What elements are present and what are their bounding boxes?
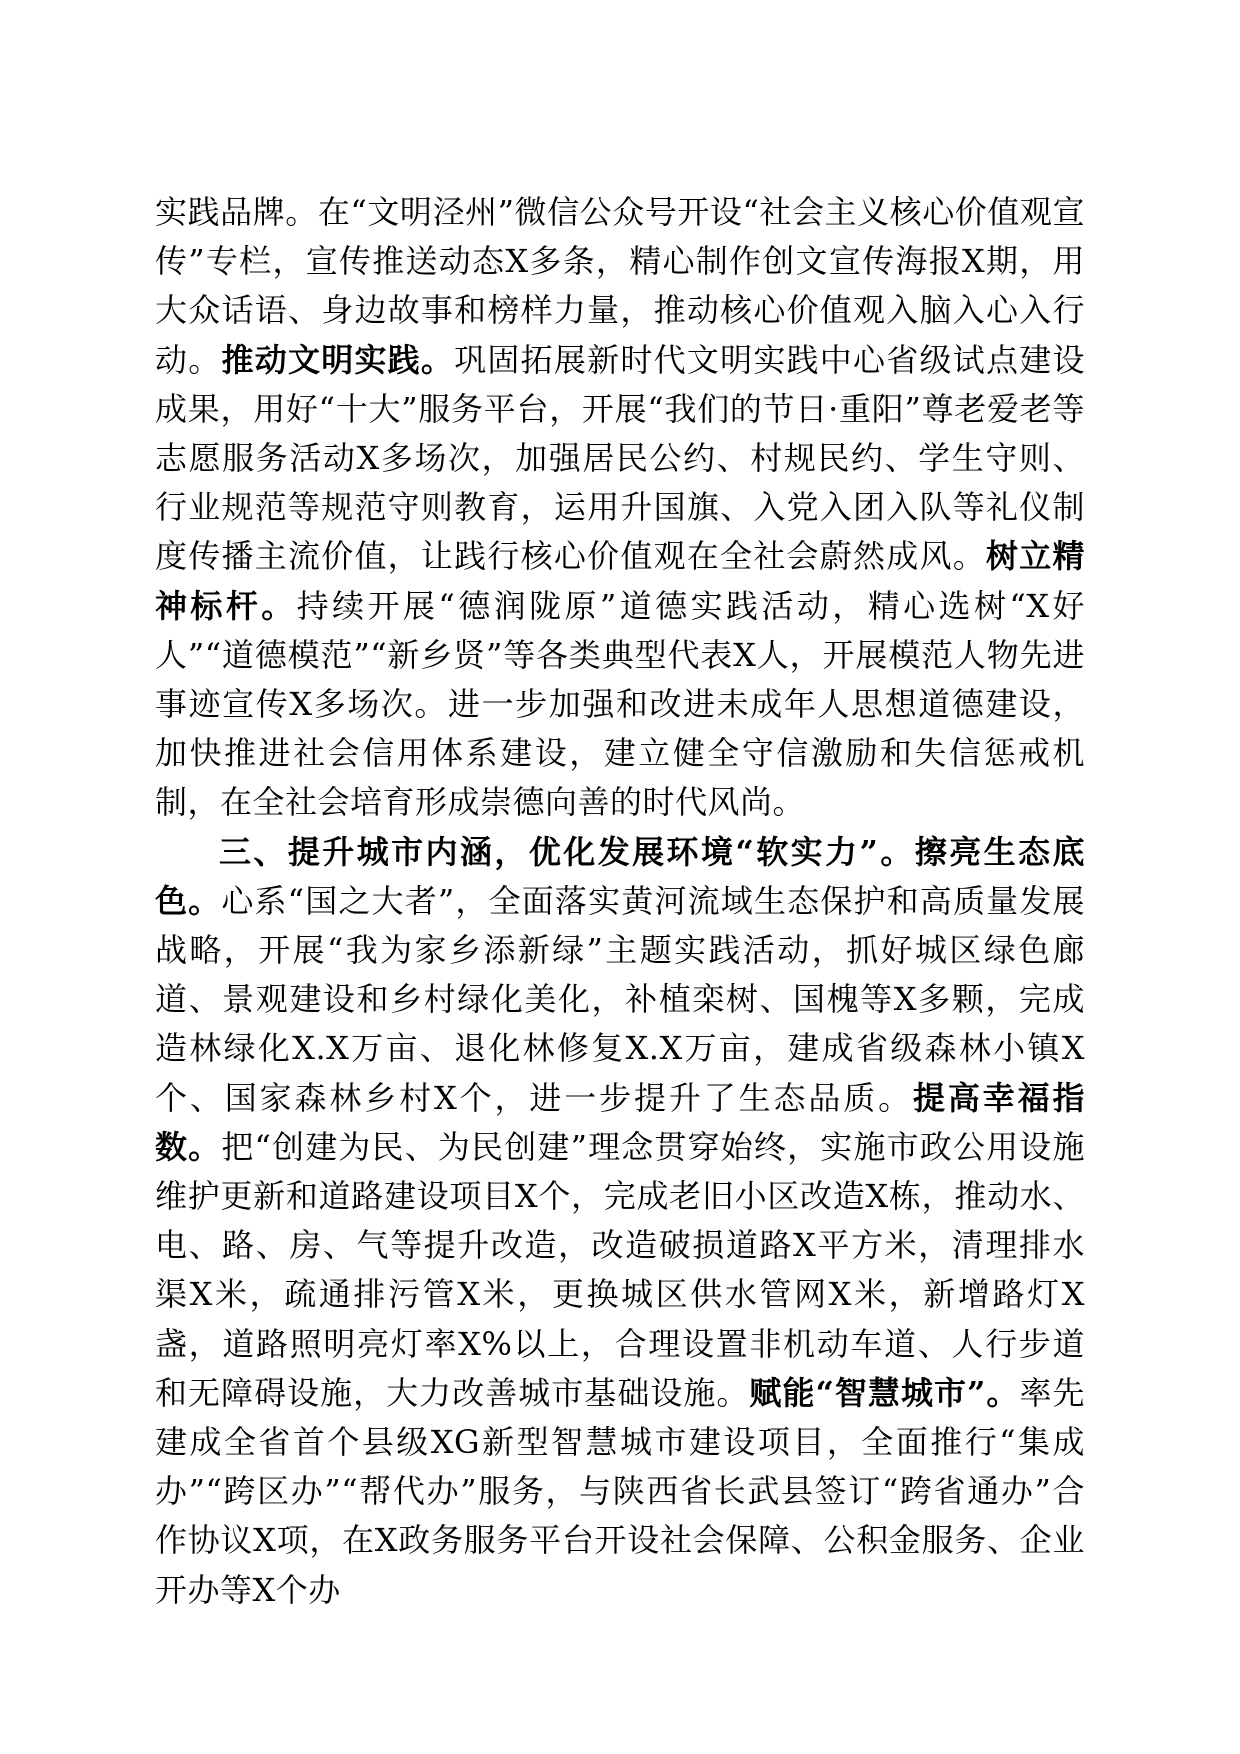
heading-spiritual-benchmark: 树立精神标杆。: [155, 537, 1085, 625]
paragraph-text: 实践品牌。在“文明泾州”微信公众号开设“社会主义核心价值观宣传”专栏，宣传推送动态X多条，精心制作创文宣传海报X期，用大众话语、身边故事和榜样力量，推动核心价值观入脑入心入行动。: [155, 193, 1085, 379]
paragraph-civilization-practice: [155, 188, 1085, 828]
section-heading-three: 三、提升城市内涵，优化发展环境“软实力”。擦亮生态底色。: [155, 832, 1085, 920]
document-body: [155, 188, 1085, 1615]
paragraph-text: 心系“国之大者”，全面落实黄河流域生态保护和高质量发展战略，开展“我为家乡添新绿”主题实践活动，抓好城区绿色廊道、景观建设和乡村绿化美化，补植栾树、国槐等X多颗，完成造林绿化X.X万亩、退化林修复X.X万亩，建成省级森林小镇X个、国家森林乡村X个，进一步提升了生态品质。: [155, 881, 1085, 1117]
heading-smart-city: 赋能“智慧城市”。: [749, 1373, 1020, 1412]
paragraph-text: 巩固拓展新时代文明实践中心省级试点建设成果，用好“十大”服务平台，开展“我们的节日·重阳”尊老爱老等志愿服务活动X多场次，加强居民公约、村规民约、学生守则、行业规范等规范守则教育，运用升国旗、入党入团入队等礼仪制度传播主流价值，让践行核心价值观在全社会蔚然成风。: [155, 340, 1085, 576]
heading-happiness-index: 提高幸福指数。: [155, 1078, 1085, 1166]
heading-promote-civilization-practice: 推动文明实践。: [221, 340, 455, 379]
paragraph-text: 率先建成全省首个县级XG新型智慧城市建设项目，全面推行“集成办”“跨区办”“帮代办”服务，与陕西省长武县签订“跨省通办”合作协议X项，在X政务服务平台开设社会保障、公积金服务、企业开办等X个办: [155, 1373, 1085, 1609]
paragraph-city-connotation: [155, 828, 1085, 1615]
paragraph-text: 把“创建为民、为民创建”理念贯穿始终，实施市政公用设施维护更新和道路建设项目X个，完成老旧小区改造X栋，推动水、电、路、房、气等提升改造，改造破损道路X平方米，清理排水渠X米，疏通排污管X米，更换城区供水管网X米，新增路灯X盏，道路照明亮灯率X%以上，合理设置非机动车道、人行步道和无障碍设施，大力改善城市基础设施。: [155, 1127, 1085, 1412]
paragraph-text: 持续开展“德润陇原”道德实践活动，精心选树“X好人”“道德模范”“新乡贤”等各类典型代表X人，开展模范人物先进事迹宣传X多场次。进一步加强和改进未成年人思想道德建设，加快推进社会信用体系建设，建立健全守信激励和失信惩戒机制，在全社会培育形成崇德向善的时代风尚。: [155, 586, 1085, 822]
